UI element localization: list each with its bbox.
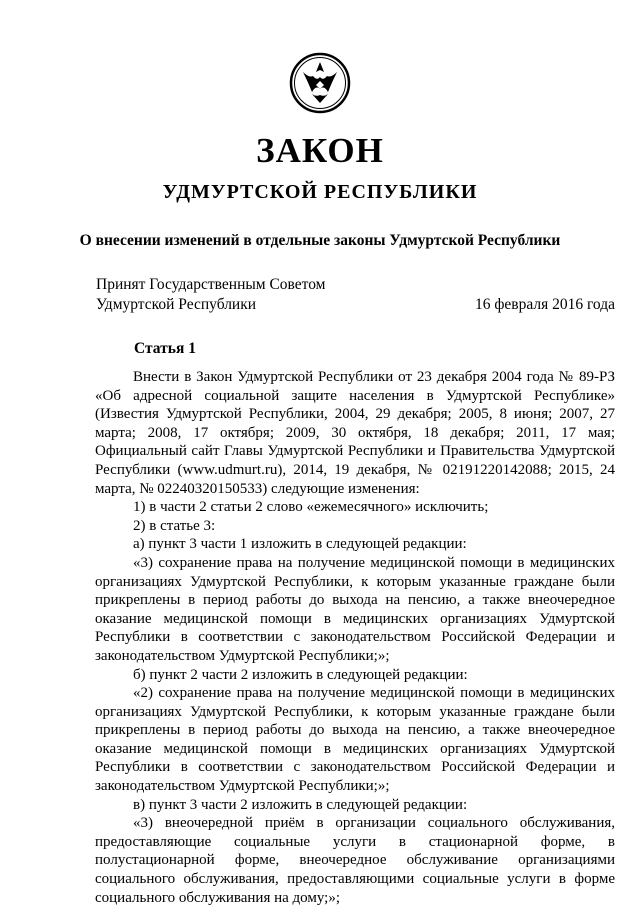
article-paragraph: в) пункт 3 части 2 изложить в следующей редакции: [133, 796, 468, 813]
article-paragraph: 1) в части 2 статьи 2 слово «ежемесячного» исключить; [133, 499, 489, 516]
article-paragraph: а) пункт 3 части 1 изложить в следующей редакции: [133, 536, 467, 553]
article-paragraph: «3) внеочередной приём в организации социального обслуживания, предоставляющие социальные услуги в стационарной форме, в полустационарной форме, внеочередное обслуживание организациями социального обслуживания, предоставляющими социальные услуги в форме социального обслуживания на дому;»; [95, 815, 615, 906]
article-body [95, 368, 615, 907]
document-title: ЗАКОН [256, 131, 384, 170]
law-heading: О внесении изменений в отдельные законы Удмуртской Республики [79, 232, 561, 249]
adoption-line-2: Удмуртской Республики [96, 296, 257, 313]
article-paragraph: «3) сохранение права на получение медицинской помощи в медицинских организациях Удмуртской Республики, к которым указанные граждане были прикреплены в период работы до выхода на пенсию, а также внеочередное оказание медицинской помощи в медицинских организациях Удмуртской Республики в соответствии с законодательством Российской Федерации и законодательством Удмуртской Республики;»; [95, 554, 615, 664]
article-paragraph: «2) сохранение права на получение медицинской помощи в медицинских организациях Удмуртской Республики, к которым указанные граждане были прикреплены в период работы до выхода на пенсию, а также внеочередное оказание медицинской помощи в медицинских организациях Удмуртской Республики в соответствии с законодательством Российской Федерации и законодательством Удмуртской Республики;»; [95, 685, 615, 795]
coat-of-arms-icon [289, 52, 351, 114]
article-paragraph: 2) в статье 3: [133, 517, 216, 534]
document-subtitle: УДМУРТСКОЙ РЕСПУБЛИКИ [162, 181, 478, 203]
adoption-date: 16 февраля 2016 года [474, 296, 615, 313]
article-title: Статья 1 [134, 340, 196, 357]
article-paragraph: Внести в Закон Удмуртской Республики от 23 декабря 2004 года № 89-РЗ «Об адресной социальной защите населения в Удмуртской Республике» (Известия Удмуртской Республики, 2004, 29 декабря; 2005, 8 июня; 2007, 27 марта; 2008, 17 октября; 2009, 30 октября, 18 декабря; 2011, 17 мая; Официальный сайт Главы Удмуртской Республики и Правительства Удмуртской Республики (www.udmurt.ru), 2014, 19 декабря, № 02191220142088; 2015, 24 марта, № 02240320150533) следующие изменения: [95, 369, 615, 497]
article-paragraph: б) пункт 2 части 2 изложить в следующей редакции: [133, 666, 468, 683]
adoption-block [96, 275, 615, 315]
adoption-line-1: Принят Государственным Советом [96, 276, 326, 293]
